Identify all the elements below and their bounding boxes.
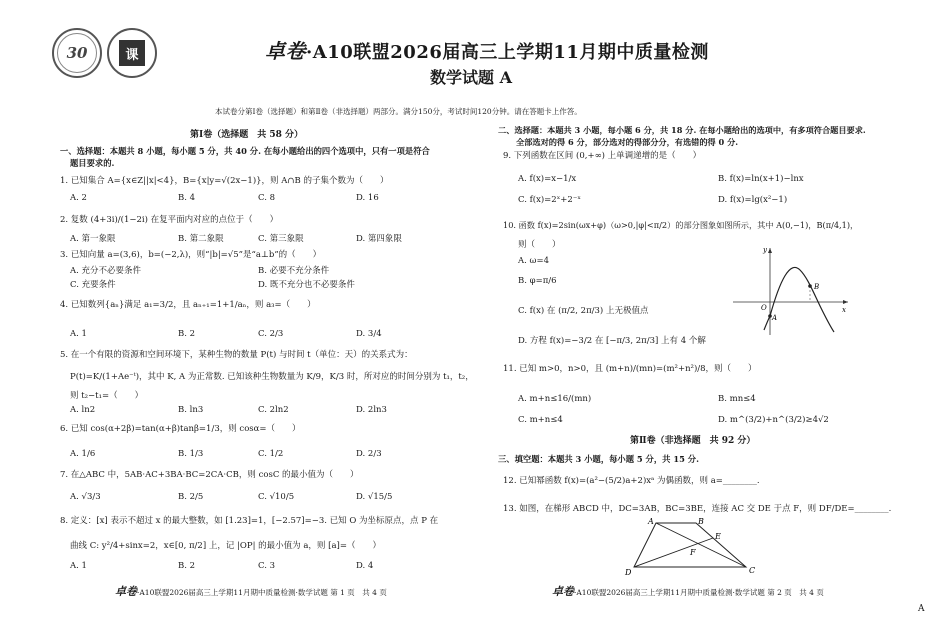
sine-curve xyxy=(764,267,834,332)
q10-option-c: C. f(x) 在 (π/2, 2π/3) 上无极值点 xyxy=(518,306,649,316)
q10-sine-graph xyxy=(728,240,853,340)
section1-heading: 一、选择题：本题共 8 小题，每小题 5 分，共 40 分. 在每小题给出的四个选项中，只有一项是符合 xyxy=(60,146,430,156)
q2-stem: 2. 复数 (4+3i)/(1−2i) 在复平面内对应的点位于（ ） xyxy=(60,215,279,225)
q5-option-a: A. ln2 xyxy=(70,405,96,415)
q5-line3: 则 t₂−t₁=（ ） xyxy=(70,391,144,401)
q4-option-b: B. 2 xyxy=(178,329,196,339)
q9-stem: 9. 下列函数在区间 (0,+∞) 上单调递增的是（ ） xyxy=(503,151,702,161)
logo-seal-right xyxy=(107,28,157,78)
q7-option-a: A. √3/3 xyxy=(70,492,101,502)
q2-option-a: A. 第一象限 xyxy=(70,234,116,244)
label-e: E xyxy=(715,532,721,541)
q7-option-d: D. √15/5 xyxy=(356,492,393,502)
brand-logo: 卓卷 xyxy=(265,39,306,63)
q7-option-b: B. 2/5 xyxy=(178,492,204,502)
section3-heading: 三、填空题：本题共 3 小题，每小题 5 分，共 15 分. xyxy=(498,454,699,464)
footer-left: 卓卷·A10联盟2026届高三上学期11月期中质量检测·数学试题 第 1 页 共 4 页 xyxy=(115,585,387,598)
q4-option-c: C. 2/3 xyxy=(258,329,284,339)
exam-info: 本试卷分第Ⅰ卷（选择题）和第Ⅱ卷（非选择题）两部分。满分150分，考试时间120分钟。请在答题卡上作答。 xyxy=(215,107,582,116)
q6-option-b: B. 1/3 xyxy=(178,449,204,459)
diagonal-ac xyxy=(656,523,746,567)
q11-option-a: A. m+n≤16/(mn) xyxy=(518,394,592,404)
q10-option-a: A. ω=4 xyxy=(518,256,550,266)
part1-title: 第Ⅰ卷（选择题 共 58 分） xyxy=(190,130,304,140)
q5-option-c: C. 2ln2 xyxy=(258,405,289,415)
q8-option-d: D. 4 xyxy=(356,561,374,571)
q10-option-b: B. φ=π/6 xyxy=(518,276,557,286)
q9-option-c: C. f(x)=2ˣ+2⁻ˣ xyxy=(518,195,581,205)
q5-option-d: D. 2ln3 xyxy=(356,405,387,415)
logo-seal-left-text: 30 xyxy=(57,33,97,73)
q5-option-b: B. ln3 xyxy=(178,405,204,415)
footer-right: 卓卷·A10联盟2026届高三上学期11月期中质量检测·数学试题 第 2 页 共 4 页 xyxy=(552,585,824,598)
q8-option-c: C. 3 xyxy=(258,561,276,571)
q5-line2: P(t)=K/(1+Ae⁻ᵗ)，其中 K, A 为正常数. 已知该种生物数量为 K/9，K/3 时，所对应的时间分别为 t₁，t₂， xyxy=(70,372,474,382)
q9-option-a: A. f(x)=x−1/x xyxy=(518,174,577,184)
q6-option-a: A. 1/6 xyxy=(70,449,96,459)
q10-option-d: D. 方程 f(x)=−3/2 在 [−π/3, 2π/3] 上有 4 个解 xyxy=(518,336,706,346)
q7-option-c: C. √10/5 xyxy=(258,492,295,502)
logo-seal-right-text: 课 xyxy=(119,40,145,66)
corner-mark: A xyxy=(918,604,925,614)
footer-left-brand: 卓卷 xyxy=(115,585,137,598)
q6-option-c: C. 1/2 xyxy=(258,449,284,459)
q6-option-d: D. 2/3 xyxy=(356,449,382,459)
q4-stem: 4. 已知数列{aₙ}满足 a₁=3/2，且 aₙ₊₁=1+1/aₙ，则 a₃=（ ） xyxy=(60,300,316,310)
q2-option-b: B. 第二象限 xyxy=(178,234,224,244)
label-b: B xyxy=(698,517,704,526)
point-b xyxy=(808,284,812,288)
q13-trapezoid-figure xyxy=(618,515,768,577)
graph-y-label: y xyxy=(763,246,767,254)
q3-option-d: D. 既不充分也不必要条件 xyxy=(258,280,355,290)
q8-option-b: B. 2 xyxy=(178,561,196,571)
logo-seal-left xyxy=(52,28,102,78)
q1-option-a: A. 2 xyxy=(70,193,87,203)
q12-stem: 12. 已知幂函数 f(x)=(a²−(5/2)a+2)xᵃ 为偶函数，则 a=________. xyxy=(503,476,760,486)
x-axis-arrow-icon xyxy=(843,300,848,304)
section2-heading-cont: 全部选对的得 6 分，部分选对的得部分分，有选错的得 0 分. xyxy=(516,137,739,147)
q8-line2: 曲线 C: y²/4+sinx=2，x∈[0, π/2] 上，记 |OP| 的最小值为 a，则 [a]=（ ） xyxy=(70,541,381,551)
graph-b-label: B xyxy=(814,283,820,291)
label-d: D xyxy=(625,568,632,577)
q6-stem: 6. 已知 cos(α+2β)=tan(α+β)tanβ=1/3，则 cosα=（ ） xyxy=(60,424,301,434)
q1-option-b: B. 4 xyxy=(178,193,196,203)
q3-option-b: B. 必要不充分条件 xyxy=(258,266,330,276)
footer-right-brand: 卓卷 xyxy=(552,585,574,598)
q3-option-c: C. 充要条件 xyxy=(70,280,116,290)
q7-stem: 7. 在△ABC 中，5AB·AC+3BA·BC=2CA·CB，则 cosC 的最小值为（ ） xyxy=(60,470,359,480)
section1-heading-cont: 题目要求的. xyxy=(70,158,115,168)
graph-origin-label: O xyxy=(761,304,767,312)
q11-option-b: B. mn≤4 xyxy=(718,394,756,404)
q4-option-a: A. 1 xyxy=(70,329,87,339)
q9-option-b: B. f(x)=ln(x+1)−lnx xyxy=(718,174,804,184)
q1-option-c: C. 8 xyxy=(258,193,276,203)
q8-stem: 8. 定义：[x] 表示不超过 x 的最大整数，如 [1.23]=1，[−2.57]=−3. 已知 O 为坐标原点，点 P 在 xyxy=(60,516,439,526)
q5-stem: 5. 在一个有限的资源和空间环境下，某种生物的数量 P(t) 与时间 t（单位：天）的关系式为： xyxy=(60,350,413,360)
q13-stem: 13. 如图，在梯形 ABCD 中，DC=3AB，BC=3BE，连接 AC 交 DE 于点 F，则 DF/DE=________. xyxy=(503,504,892,514)
part2-title: 第Ⅱ卷（非选择题 共 92 分） xyxy=(630,436,756,446)
q11-option-c: C. m+n≤4 xyxy=(518,415,563,425)
graph-x-label: x xyxy=(842,306,846,314)
label-f: F xyxy=(690,548,696,557)
q11-stem: 11. 已知 m>0，n>0，且 (m+n)/(mn)=(m²+n²)/8，则（ ） xyxy=(503,364,757,374)
q1-stem: 1. 已知集合 A={x∈Z||x|<4}，B={x|y=√(2x−1)}，则 A∩B 的子集个数为（ ） xyxy=(60,176,389,186)
q9-option-d: D. f(x)=lg(x²−1) xyxy=(718,195,788,205)
label-a: A xyxy=(648,517,654,526)
exam-title: 卓卷·A10联盟2026届高三上学期11月期中质量检测 xyxy=(265,39,709,63)
q2-option-c: C. 第三象限 xyxy=(258,234,304,244)
y-axis-arrow-icon xyxy=(768,248,772,253)
label-c: C xyxy=(749,566,756,575)
q3-stem: 3. 已知向量 a=(3,6)，b=(−2,λ)，则“|b|=√5”是“a⊥b”的（ ） xyxy=(60,250,322,260)
q2-option-d: D. 第四象限 xyxy=(356,234,402,244)
q8-option-a: A. 1 xyxy=(70,561,87,571)
q3-option-a: A. 充分不必要条件 xyxy=(70,266,142,276)
q10-stem: 10. 函数 f(x)=2sin(ωx+φ)（ω>0,|φ|<π/2）的部分图象如图所示，其中 A(0,−1)，B(π/4,1)， xyxy=(503,220,859,230)
q4-option-d: D. 3/4 xyxy=(356,329,382,339)
q11-option-d: D. m^(3/2)+n^(3/2)≥4√2 xyxy=(718,415,829,425)
exam-subtitle: 数学试题 A xyxy=(430,68,512,87)
section2-heading: 二、选择题：本题共 3 小题，每小题 6 分，共 18 分. 在每小题给出的选项中，有多项符合题目要求. xyxy=(498,125,866,135)
q1-option-d: D. 16 xyxy=(356,193,379,203)
graph-a-label: A xyxy=(772,314,778,322)
q10-line2: 则（ ） xyxy=(518,240,561,250)
